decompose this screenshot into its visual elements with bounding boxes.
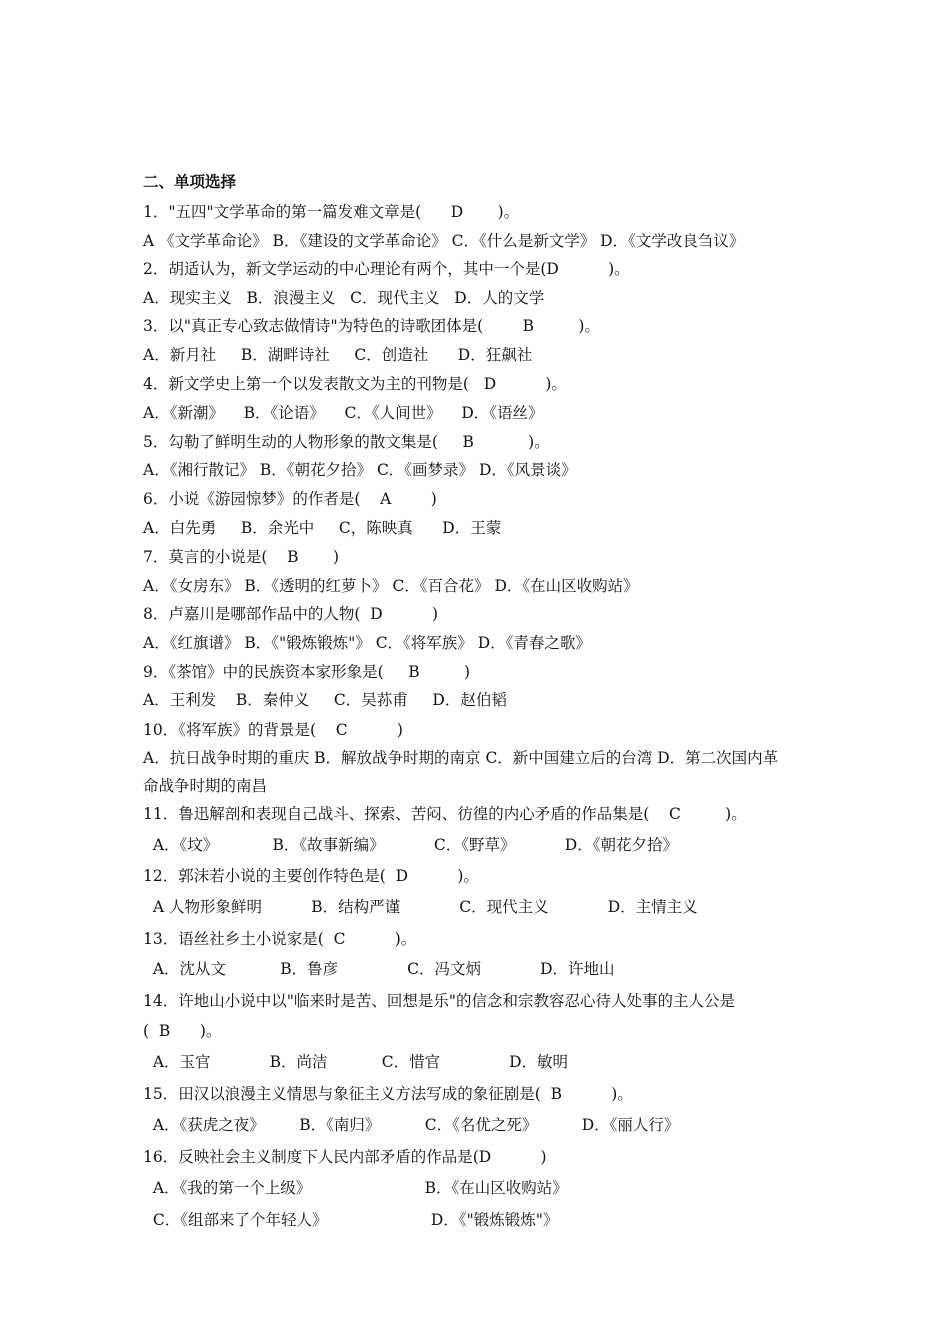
options-line: A．玉官 B．尚洁 C．惜官 D．敏明 (143, 1053, 569, 1071)
options-line: A 《文学革命论》 B．《建设的文学革命论》 C．《什么是新文学》 D．《文学改良刍议》 (143, 232, 745, 250)
question-line: 14．许地山小说中以"临来时是苦、回想是乐"的信念和宗教容忍心待人处事的主人公是 (143, 992, 735, 1010)
question-line: 13．语丝社乡土小说家是( C )。 (143, 930, 417, 948)
options-line: A．《获虎之夜》 B．《南归》 C．《名优之死》 D．《丽人行》 (143, 1116, 680, 1134)
question-line: 10．《将军族》的背景是( C ) (143, 721, 403, 739)
question-line: 8．卢嘉川是哪部作品中的人物( D ) (143, 605, 439, 623)
question-line: 11．鲁迅解剖和表现自己战斗、探索、苦闷、彷徨的内心矛盾的作品集是( C )。 (143, 805, 747, 823)
question-line: 15．田汉以浪漫主义情思与象征主义方法写成的象征剧是( B )。 (143, 1085, 633, 1103)
options-line: A．沈从文 B．鲁彦 C．冯文炳 D．许地山 (143, 960, 615, 978)
section-title: 二、单项选择 (143, 173, 237, 191)
options-line: A．《坟》 B．《故事新编》 C．《野草》 D．《朝花夕拾》 (143, 836, 678, 854)
options-line: A 人物形象鲜明 B．结构严谨 C．现代主义 D．主情主义 (143, 898, 698, 916)
options-line: A．《女房东》 B．《透明的红萝卜》 C．《百合花》 D．《在山区收购站》 (143, 577, 639, 595)
options-line: ( B )。 (143, 1022, 222, 1040)
question-line: 7．莫言的小说是( B ) (143, 548, 340, 566)
question-line: 6．小说《游园惊梦》的作者是( A ) (143, 490, 437, 508)
question-line: 9．《茶馆》中的民族资本家形象是( B ) (143, 663, 471, 681)
options-line: A．现实主义 B．浪漫主义 C．现代主义 D．人的文学 (143, 289, 545, 307)
options-line: A．《我的第一个上级》 B．《在山区收购站》 (143, 1179, 568, 1197)
options-line: A．《红旗谱》 B．《"锻炼锻炼"》 C．《将军族》 D．《青春之歌》 (143, 634, 591, 652)
question-line: 1．"五四"文学革命的第一篇发难文章是( D )。 (143, 203, 520, 221)
options-line: A．白先勇 B．余光中 C，陈映真 D．王蒙 (143, 519, 502, 537)
question-line: 3．以"真正专心致志做情诗"为特色的诗歌团体是( B )。 (143, 317, 600, 335)
question-line: 4．新文学史上第一个以发表散文为主的刊物是( D )。 (143, 375, 567, 393)
options-line: A．抗日战争时期的重庆 B．解放战争时期的南京 C．新中国建立后的台湾 D．第二次国内革 (143, 749, 779, 767)
question-line: 2．胡适认为，新文学运动的中心理论有两个，其中一个是(D )。 (143, 260, 630, 278)
options-line: A．新月社 B．湖畔诗社 C．创造社 D．狂飙社 (143, 346, 533, 364)
question-line: 命战争时期的南昌 (143, 777, 268, 795)
options-line: C．《组部来了个年轻人》 D．《"锻炼锻炼"》 (143, 1211, 559, 1229)
question-line: 12．郭沫若小说的主要创作特色是( D )。 (143, 867, 479, 885)
question-line: 5．勾勒了鲜明生动的人物形象的散文集是( B )。 (143, 433, 550, 451)
options-line: A．《湘行散记》 B．《朝花夕拾》 C．《画梦录》 D．《风景谈》 (143, 461, 577, 479)
options-line: A．王利发 B．秦仲义 C．吴荪甫 D．赵伯韬 (143, 691, 507, 709)
options-line: A．《新潮》 B．《论语》 C．《人间世》 D．《语丝》 (143, 404, 544, 422)
question-line: 16．反映社会主义制度下人民内部矛盾的作品是(D ) (143, 1148, 547, 1166)
